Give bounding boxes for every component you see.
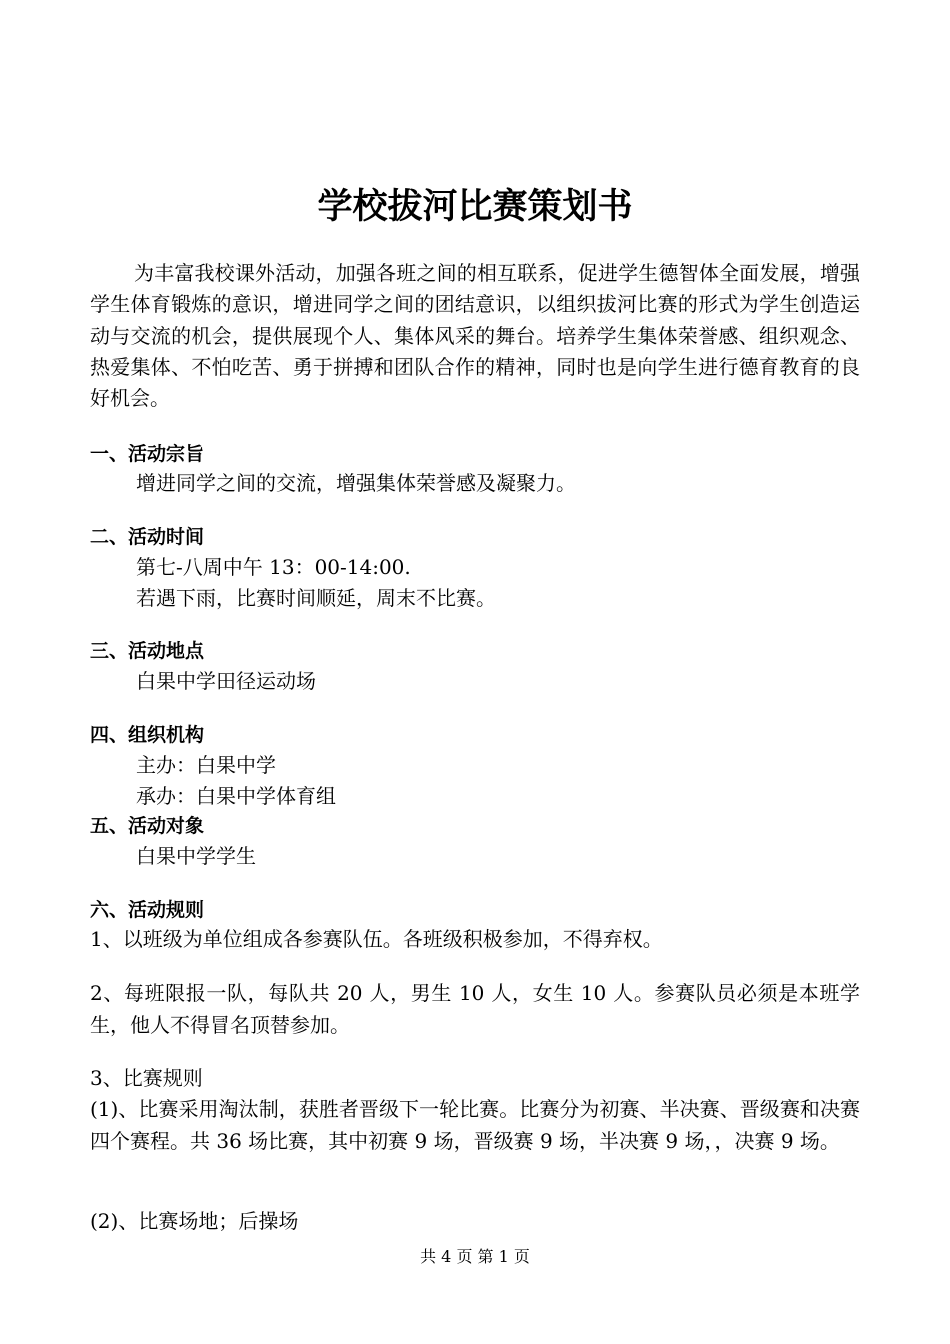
- section-heading-purpose: 一、活动宗旨: [90, 443, 205, 465]
- section-heading-organization: 四、组织机构: [90, 724, 205, 746]
- section-heading-participants: 五、活动对象: [90, 815, 205, 837]
- section-text-time-1: 第七-八周中午 13：00-14:00.: [136, 555, 411, 579]
- section-text-purpose: 增进同学之间的交流，增强集体荣誉感及凝聚力。: [136, 471, 576, 495]
- rule-item-2: 2、每班限报一队，每队共 20 人，男生 10 人，女生 10 人。参赛队员必须是本班学生，他人不得冒名顶替参加。: [90, 981, 860, 1037]
- section-text-participants: 白果中学学生: [136, 844, 256, 868]
- page-title: 学校拔河比赛策划书: [317, 187, 633, 227]
- rule-item-3-2: (2)、比赛场地；后操场: [90, 1209, 299, 1233]
- section-text-location: 白果中学田径运动场: [136, 669, 316, 693]
- section-heading-rules: 六、活动规则: [90, 899, 205, 921]
- section-text-organizer: 承办：白果中学体育组: [136, 784, 336, 808]
- section-text-host: 主办：白果中学: [136, 753, 276, 777]
- intro-paragraph: 为丰富我校课外活动，加强各班之间的相互联系，促进学生德智体全面发展，增强学生体育锻炼的意识，增进同学之间的团结意识，以组织拔河比赛的形式为学生创造运动与交流的机会，提供展现个人、集体风采的舞台。培养学生集体荣誉感、组织观念、热爱集体、不怕吃苦、勇于拼搏和团队合作的精神，同时也是向学生进行德育教育的良好机会。: [90, 261, 860, 411]
- section-heading-location: 三、活动地点: [90, 640, 205, 662]
- section-text-time-2: 若遇下雨，比赛时间顺延，周末不比赛。: [136, 586, 496, 610]
- rule-item-3-1: (1)、比赛采用淘汰制，获胜者晋级下一轮比赛。比赛分为初赛、半决赛、晋级赛和决赛四个赛程。共 36 场比赛，其中初赛 9 场，晋级赛 9 场，半决赛 9 场，，决赛 9 场。: [90, 1097, 860, 1153]
- page-footer: 共 4 页 第 1 页: [420, 1247, 530, 1266]
- rule-item-3-heading: 3、比赛规则: [90, 1066, 203, 1090]
- rule-item-1: 1、以班级为单位组成各参赛队伍。各班级积极参加，不得弃权。: [90, 927, 663, 951]
- section-heading-time: 二、活动时间: [90, 526, 205, 548]
